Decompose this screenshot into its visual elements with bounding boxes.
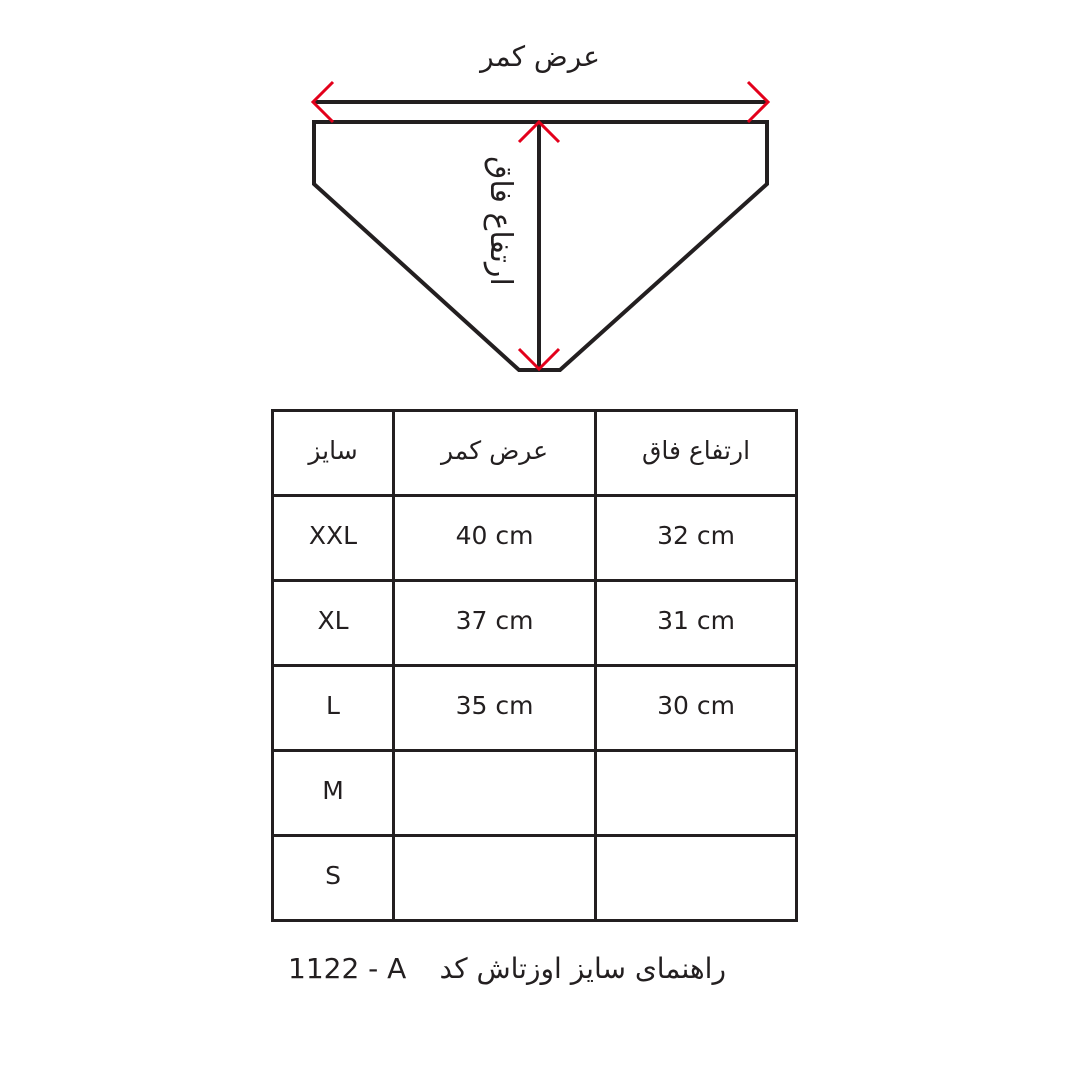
table-row — [273, 581, 797, 666]
rise-height-label: ارتفاع فاق — [483, 156, 518, 286]
product-code: 1122 - A — [288, 952, 407, 985]
size-guide-title: راهنمای سایز اوزتاش کد — [439, 952, 726, 985]
cell-waist — [394, 751, 596, 836]
table-row — [273, 496, 797, 581]
cell-size: L — [273, 666, 394, 751]
cell-size: XL — [273, 581, 394, 666]
size-chart-table — [271, 409, 798, 922]
cell-rise — [596, 836, 797, 921]
cell-waist: 35 cm — [394, 666, 596, 751]
table-header-row — [273, 411, 797, 496]
cell-waist — [394, 836, 596, 921]
cell-size: XXL — [273, 496, 394, 581]
waist-width-label: عرض کمر — [480, 40, 600, 73]
header-size: سایز — [273, 411, 394, 496]
cell-rise: 31 cm — [596, 581, 797, 666]
header-rise-height: ارتفاع فاق — [596, 411, 797, 496]
cell-rise: 30 cm — [596, 666, 797, 751]
cell-waist: 40 cm — [394, 496, 596, 581]
table-row — [273, 666, 797, 751]
cell-waist: 37 cm — [394, 581, 596, 666]
cell-size: S — [273, 836, 394, 921]
cell-size: M — [273, 751, 394, 836]
header-waist-width: عرض کمر — [394, 411, 596, 496]
size-guide-caption — [280, 948, 740, 994]
cell-rise: 32 cm — [596, 496, 797, 581]
table-row — [273, 751, 797, 836]
cell-rise — [596, 751, 797, 836]
table-row — [273, 836, 797, 921]
